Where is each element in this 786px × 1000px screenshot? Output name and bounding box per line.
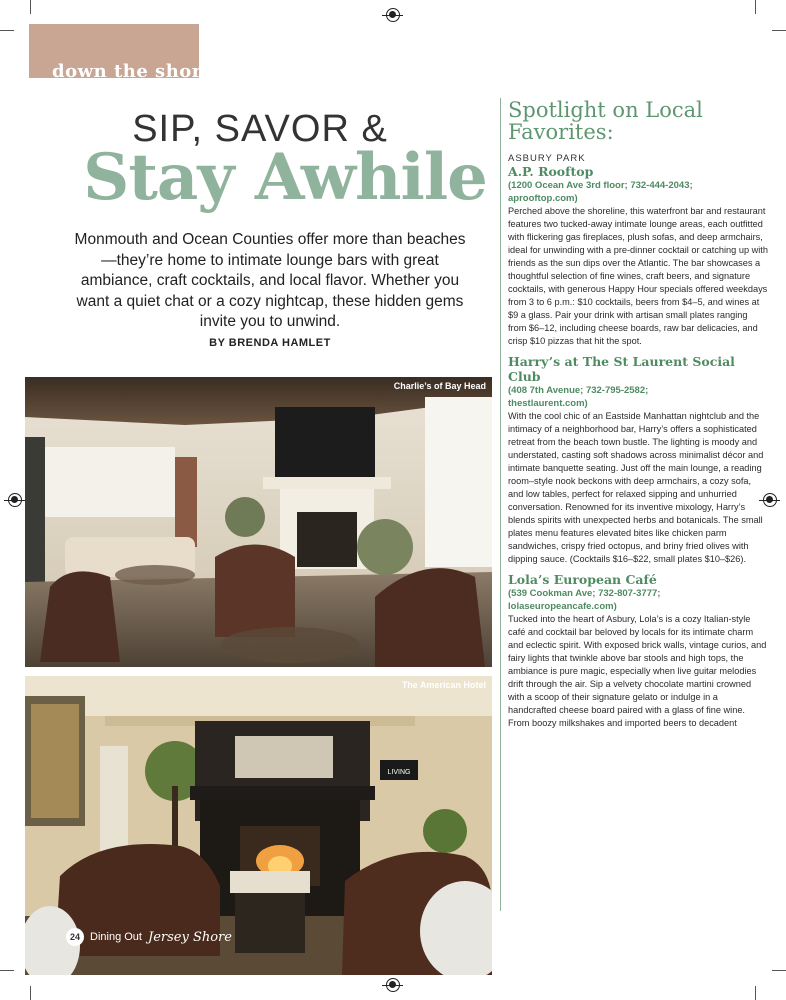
venue-website: thestlaurent.com) (508, 398, 588, 409)
sidebar (508, 99, 768, 736)
photo-charlies-bay-head (25, 377, 492, 667)
registration-mark-icon (386, 978, 400, 992)
venue-name: Harry’s at The St Laurent Social Club (508, 354, 735, 384)
publication-edition: Jersey Shore (147, 929, 232, 945)
venue-website: lolaseuropeancafe.com) (508, 601, 617, 612)
venue-name: A.P. Rooftop (508, 164, 594, 179)
venue-address: (1200 Ocean Ave 3rd floor; 732-444-2043; (508, 180, 693, 191)
venue-description: With the cool chic of an Eastside Manhattan nightclub and the intimacy of a neighborhood bar, Harry’s offers a sophisticated retreat from the beach town bustle. The lighting is moody and understated, casting soft shadows across minimalist décor and intimate banquette seating. Just off the main lounge, a reading room–style nook beckons with deep armchairs, a cozy sofa, and low tables, perfect for relaxed sipping and unhurried conversation. Renowned for its inventive mixology, Harry’s blends spirits with unexpected herbs and botanicals. The small plates menu features elevated bites like chicken parm sandwiches, crispy fried octopus, and briny fried olives with dipping sauce. (Cocktails $16–$22, small plates $10–$26). (508, 411, 764, 564)
photo-caption: Charlie’s of Bay Head (393, 381, 486, 391)
crop-mark (30, 0, 31, 14)
page-number: 24 (66, 928, 84, 946)
crop-mark (0, 970, 14, 971)
sidebar-rule (500, 98, 501, 911)
venue-description: Perched above the shoreline, this waterfront bar and restaurant features two tucked-away intimate lounge areas, each outfitted with flickering gas fireplaces, plush sofas, and deep armchairs, ideal for unwinding with a pre-dinner cocktail or catching up with friends as the sun dips over the Atlantic. The bar showcases a thoughtful selection of fine wines, craft beers, and signature cocktails, with generous Happy Hour specials offered weekdays from 3 to 6 p.m.: $10 cocktails, beers from $4–5, and wines at $9 a glass. Pair your drink with artisan small plates ranging from $6–12, including cheese boards, raw bar delicacies, and crisp $10 pizzas that hit the spot. (508, 206, 768, 346)
intro-paragraph: Monmouth and Ocean Counties offer more than beaches—they’re home to intimate lounge bars with great ambiance, craft cocktails, and local flavor. Whether you want a quiet chat or a cozy nightcap, these hidden gems invite you to unwind. (74, 231, 466, 330)
venue-item (508, 164, 768, 348)
publication-name: Dining Out (90, 931, 142, 943)
lounge-photo-illustration (25, 377, 492, 667)
venue-address: (408 7th Avenue; 732-795-2582; (508, 385, 649, 396)
registration-mark-icon (8, 493, 22, 507)
region-label: ASBURY PARK (508, 153, 586, 164)
headline-title: Stay Awhile (83, 140, 487, 215)
living-sign: LIVING (387, 769, 411, 776)
crop-mark (772, 970, 786, 971)
venue-item (508, 572, 768, 730)
crop-mark (755, 0, 756, 14)
section-label: down the shore (52, 61, 214, 82)
venue-website: aprooftop.com) (508, 193, 578, 204)
registration-mark-icon (386, 8, 400, 22)
venue-address: (539 Cookman Ave; 732-807-3777; (508, 588, 661, 599)
venue-description: Tucked into the heart of Asbury, Lola’s is a cozy Italian-style café and cocktail bar beloved by locals for its intimate charm and eclectic spirit. With exposed brick walls, vintage curios, and fairy lights that twinkle above bar stools and high tops, the ambiance is pure magic, especially when live guitar melodies drift through the air. Sip a velvety chocolate martini crowned with a scoop of their signature gelato or indulge in a handcrafted cheese board paired with a glass of fine wine. From boozy milkshakes and imported beers to decadent (508, 614, 767, 728)
crop-mark (772, 30, 786, 31)
crop-mark (0, 30, 14, 31)
crop-mark (30, 986, 31, 1000)
photo-caption: The American Hotel (401, 680, 486, 690)
sidebar-title: Spotlight on Local Favorites: (508, 98, 703, 144)
venue-item (508, 354, 768, 566)
crop-mark (755, 986, 756, 1000)
venue-name: Lola’s European Café (508, 572, 657, 587)
headline-kicker: SIP, SAVOR & (132, 108, 388, 150)
page-folio (66, 928, 232, 946)
byline: BY BRENDA HAMLET (209, 337, 331, 349)
